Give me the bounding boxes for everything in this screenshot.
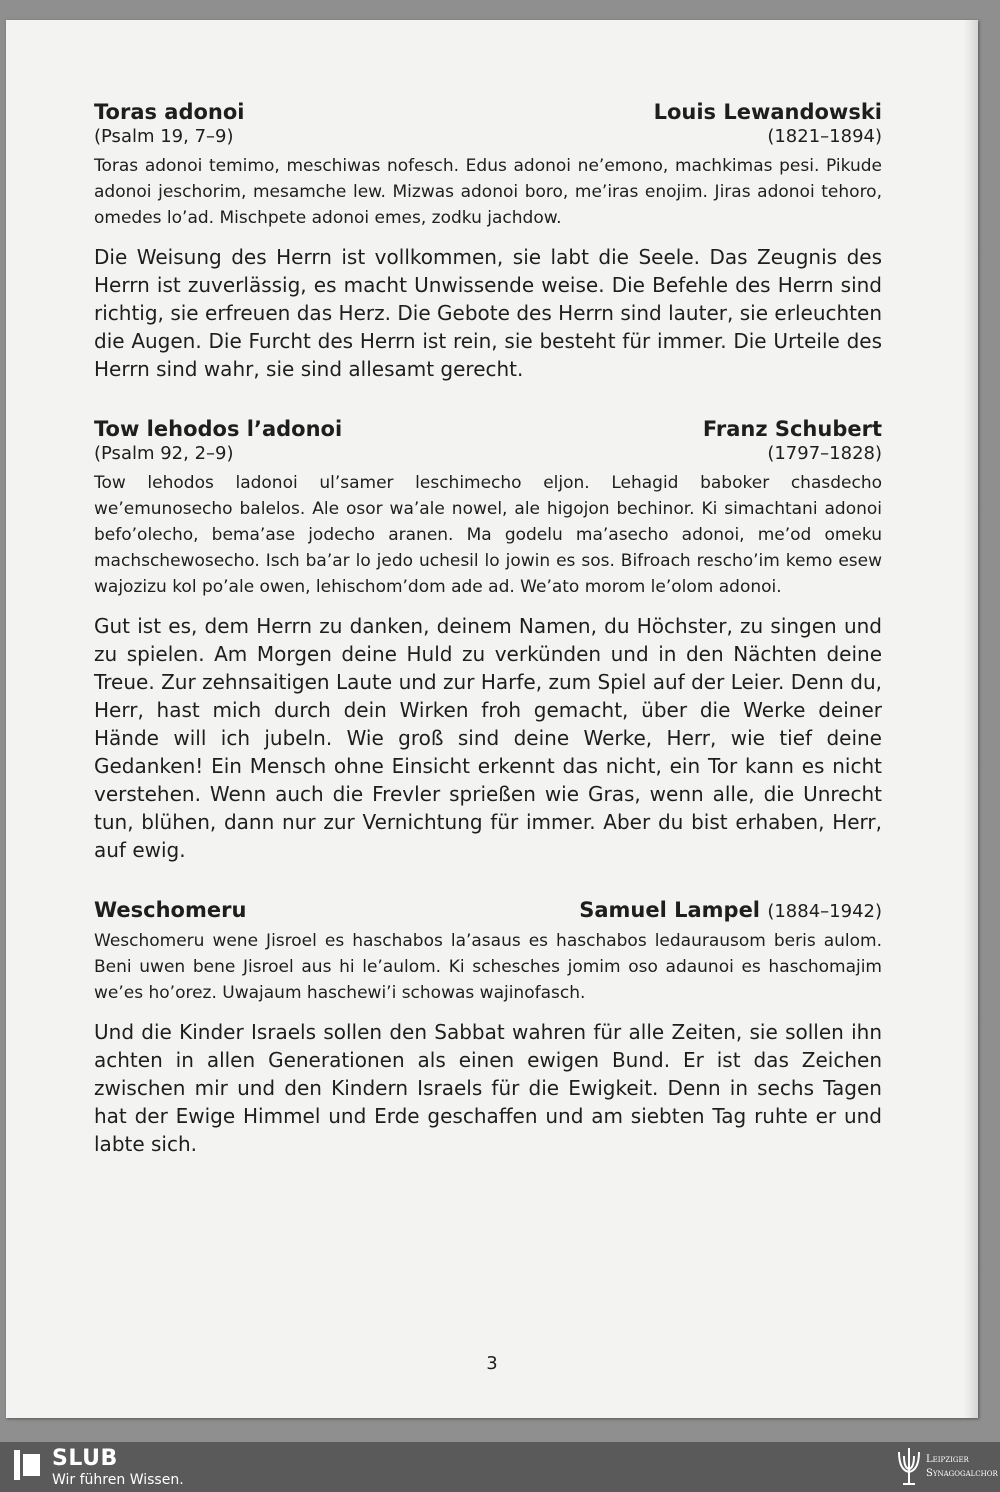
viewer-footer — [0, 1442, 1000, 1492]
song-section — [94, 100, 882, 383]
song-title: Tow lehodos l’adonoi — [94, 417, 343, 441]
song-transliteration: Weschomeru wene Jisroel es haschabos la’asaus es haschabos ledaurausom beris aulom. Beni uwen bene Jisroel aus hi le’aulom. Ki schesches jomim oso adaunoi es haschomajim we’es ho’orez. Uwajaum haschewi’i schowas wajinofasch. — [94, 931, 882, 1003]
library-slogan: Wir führen Wissen. — [52, 1472, 184, 1488]
choir-name-line2: Synagogalchor — [926, 1468, 998, 1479]
song-transliteration: Tow lehodos ladonoi ul’samer leschimecho eljon. Lehagid baboker chasdecho we’emunosecho balelos. Ale osor wa’ale nowel, ale higojon bechinor. Ki simachtani adonoi befo’olecho, bema’ase jodecho aranen. Ma godelu ma’asecho adonoi, me’od omeku machschewosecho. Isch ba’ar lo jedo uchesil lo jowin es sos. Bifroach rescho’im kemo esew wajozizu kol po’ale owen, lehischom’dom ade ad. We’ato morom le’olom adonoi. — [94, 473, 882, 597]
slub-logo-icon — [14, 1450, 40, 1480]
choir-name-line1: Leipziger — [926, 1454, 969, 1465]
song-translation: Gut ist es, dem Herrn zu danken, deinem Namen, du Höchster, zu singen und zu spielen. Am Morgen deine Huld zu verkünden und in den Nächten deine Treue. Zur zehnsaitigen Laute und zur Harfe, zum Spiel auf der Leier. Denn du, Herr, hast mich durch dein Wirken froh gemacht, über die Werke deiner Hände will ich jubeln. Wie groß sind deine Werke, Herr, wie tief deine Gedanken! Ein Mensch ohne Einsicht erkennt das nicht, ein Tor kann es nicht verstehen. Wenn auch die Frevler sprießen wie Gras, wenn alle, die Unrecht tun, blühen, dann nur zur Vernichtung für immer. Aber du bist erhaben, Herr, auf ewig. — [94, 614, 882, 862]
composer-dates: (1884–1942) — [767, 901, 882, 922]
song-composer: Samuel Lampel — [579, 898, 761, 922]
page-content — [94, 100, 882, 1192]
library-name: SLUB — [52, 1446, 118, 1471]
composer-dates: (1797–1828) — [767, 443, 882, 464]
song-source: (Psalm 92, 2–9) — [94, 443, 234, 464]
document-page — [6, 20, 978, 1418]
song-section — [94, 417, 882, 864]
song-composer: Franz Schubert — [702, 417, 882, 441]
song-transliteration: Toras adonoi temimo, meschiwas nofesch. Edus adonoi ne’emono, machkimas pesi. Pikude adonoi jeschorim, mesamche lew. Mizwas adonoi boro, me’iras enojim. Jiras adonoi tehoro, omedes lo’ad. Mischpete adonoi emes, zodku jachdow. — [94, 156, 882, 228]
menorah-logo-icon — [896, 1446, 922, 1488]
page-number: 3 — [486, 1353, 498, 1374]
song-section — [94, 898, 882, 1158]
song-title: Toras adonoi — [94, 100, 245, 124]
song-translation: Und die Kinder Israels sollen den Sabbat wahren für alle Zeiten, sie sollen ihn achten in allen Generationen als einen ewigen Bund. Er ist das Zeichen zwischen mir und den Kindern Israels für die Ewigkeit. Denn in sechs Tagen hat der Ewige Himmel und Erde geschaffen und am siebten Tag ruhte er und labte sich. — [94, 1020, 882, 1156]
song-title: Weschomeru — [94, 898, 247, 922]
composer-dates: (1821–1894) — [767, 126, 882, 147]
song-composer-with-dates — [579, 898, 882, 922]
song-composer: Louis Lewandowski — [653, 100, 882, 124]
song-source: (Psalm 19, 7–9) — [94, 126, 234, 147]
song-translation: Die Weisung des Herrn ist vollkommen, sie labt die Seele. Das Zeugnis des Herrn ist zuverlässig, es macht Unwissende weise. Die Befehle des Herrn sind richtig, sie erfreuen das Herz. Die Gebote des Herrn sind lauter, sie erleuchten die Augen. Die Furcht des Herrn ist rein, sie besteht für immer. Die Urteile des Herrn sind wahr, sie sind allesamt gerecht. — [94, 245, 882, 381]
page-shadow — [964, 20, 978, 1418]
